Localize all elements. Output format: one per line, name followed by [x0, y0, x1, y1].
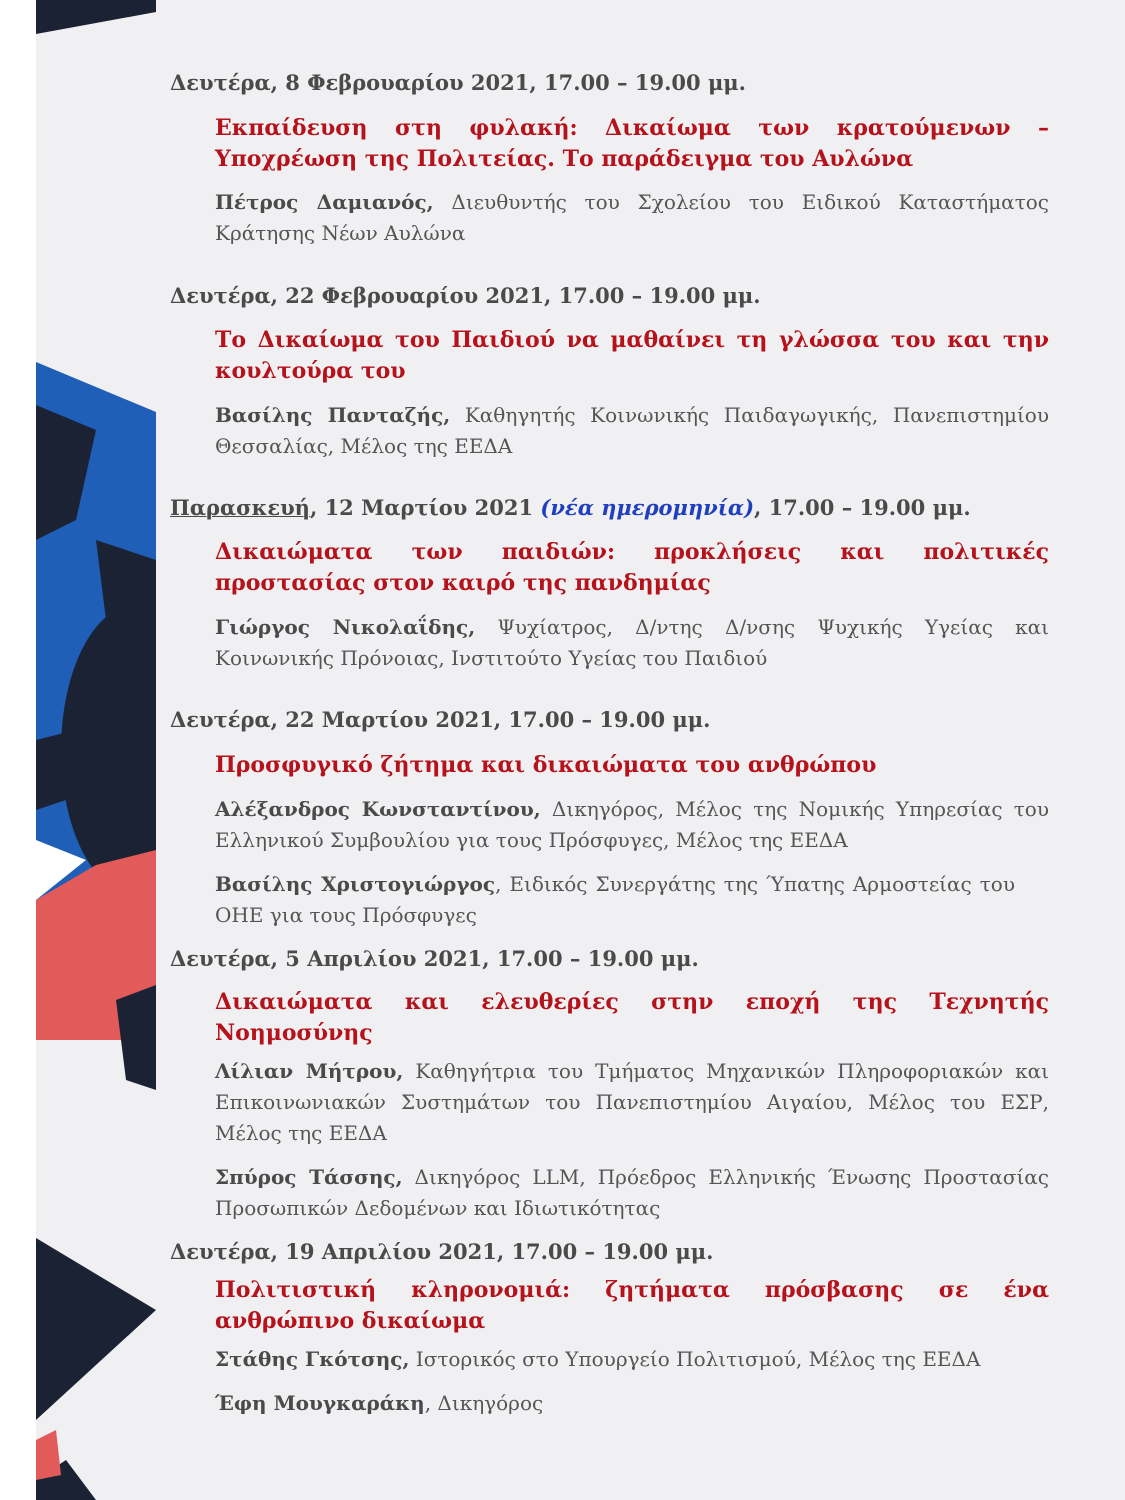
speaker — [215, 400, 1049, 462]
abstract-shapes-icon — [36, 0, 156, 1500]
speaker-name: Γιώργος Νικολαΐδης, — [215, 615, 476, 639]
event-title: Δικαιώματα των παιδιών: προκλήσεις και πολιτικές προστασίας στον καιρό της πανδημίας — [215, 539, 1049, 596]
speaker — [215, 869, 1015, 931]
speaker-role: , Ειδικός Συνεργάτης της Ύπατης Αρμοστείας του ΟΗΕ για τους Πρόσφυγες — [215, 872, 1015, 927]
speaker — [215, 794, 1049, 856]
event-title: Δικαιώματα και ελευθερίες στην εποχή της Τεχνητής Νοημοσύνης — [215, 989, 1049, 1046]
speaker-name: Έφη Μουγκαράκη — [215, 1391, 425, 1415]
event-date-middle: , 12 Μαρτίου 2021 — [309, 495, 541, 520]
speaker-role: Δικηγόρος LLM, Πρόεδρος Ελληνικής Ένωσης Προστασίας Προσωπικών Δεδομένων και Ιδιωτικότητας — [215, 1165, 1050, 1220]
speaker-name: Λίλιαν Μήτρου, — [215, 1059, 404, 1083]
event-title: Πολιτιστική κληρονομιά: ζητήματα πρόσβασης σε ένα ανθρώπινο δικαίωμα — [215, 1277, 1049, 1334]
speaker-name: Στάθης Γκότσης, — [215, 1347, 410, 1371]
event-date-time: , 17.00 – 19.00 μμ. — [754, 495, 971, 520]
event-date: Δευτέρα, 19 Απριλίου 2021, 17.00 – 19.00 μμ. — [170, 1239, 714, 1264]
speaker-role: Καθηγητής Κοινωνικής Παιδαγωγικής, Πανεπιστημίου Θεσσαλίας, Μέλος της ΕΕΔΑ — [215, 403, 1050, 458]
speaker — [215, 1162, 1049, 1224]
speaker-role: Ψυχίατρος, Δ/ντης Δ/νσης Ψυχικής Υγείας και Κοινωνικής Πρόνοιας, Ινστιτούτο Υγείας του Παιδιού — [215, 615, 1049, 670]
event-date — [170, 495, 971, 520]
speaker-name: Σπύρος Τάσσης, — [215, 1165, 403, 1189]
event-title: Προσφυγικό ζήτημα και δικαιώματα του ανθρώπου — [215, 752, 877, 778]
event-date-day: Παρασκευή — [170, 495, 310, 520]
speaker-role: Δικηγόρος, Μέλος της Νομικής Υπηρεσίας του Ελληνικού Συμβουλίου για τους Πρόσφυγες, Μέλος της ΕΕΔΑ — [215, 797, 1049, 852]
event-title: Το Δικαίωμα του Παιδιού να μαθαίνει τη γλώσσα του και την κουλτούρα του — [215, 327, 1049, 384]
speaker-role: Ιστορικός στο Υπουργείο Πολιτισμού, Μέλος της ΕΕΔΑ — [409, 1347, 981, 1371]
speaker — [215, 1344, 1049, 1375]
event-date: Δευτέρα, 5 Απριλίου 2021, 17.00 – 19.00 μμ. — [170, 946, 699, 971]
speaker-role: , Δικηγόρος — [424, 1391, 544, 1415]
speaker-role: Διευθυντής του Σχολείου του Ειδικού Καταστήματος Κράτησης Νέων Αυλώνα — [215, 190, 1049, 245]
speaker — [215, 612, 1049, 674]
new-date-note: (νέα ημερομηνία) — [540, 495, 755, 520]
decorative-art-strip — [36, 0, 156, 1500]
speaker-name: Αλέξανδρος Κωνσταντίνου, — [215, 797, 541, 821]
speaker-name: Πέτρος Δαμιανός, — [215, 190, 434, 214]
speaker — [215, 1056, 1049, 1149]
event-title: Εκπαίδευση στη φυλακή: Δικαίωμα των κρατούμενων – Υποχρέωση της Πολιτείας. Το παράδειγμα του Αυλώνα — [215, 115, 1049, 172]
speaker — [215, 187, 1049, 249]
speaker-role: Καθηγήτρια του Τμήματος Μηχανικών Πληροφοριακών και Επικοινωνιακών Συστημάτων του Πανεπιστημίου Αιγαίου, Μέλος του ΕΣΡ, Μέλος της ΕΕΔΑ — [215, 1059, 1050, 1145]
speaker-name: Βασίλης Χριστογιώργος — [215, 872, 496, 896]
event-date: Δευτέρα, 22 Φεβρουαρίου 2021, 17.00 – 19.00 μμ. — [170, 283, 761, 308]
event-schedule — [170, 0, 1050, 1500]
event-date: Δευτέρα, 8 Φεβρουαρίου 2021, 17.00 – 19.00 μμ. — [170, 70, 746, 95]
event-date: Δευτέρα, 22 Μαρτίου 2021, 17.00 – 19.00 μμ. — [170, 707, 711, 732]
speaker-name: Βασίλης Πανταζής, — [215, 403, 451, 427]
speaker — [215, 1388, 1049, 1419]
